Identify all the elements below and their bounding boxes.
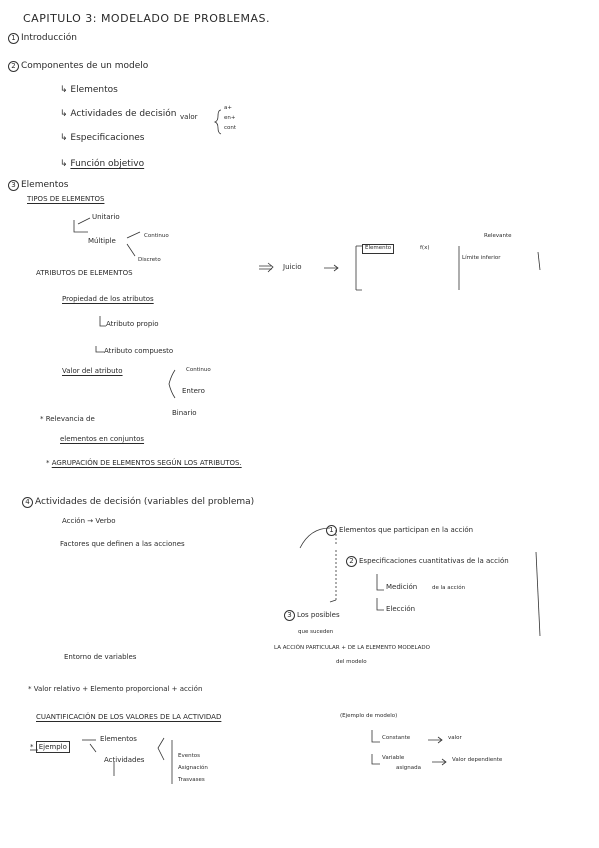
s4-bullet-label: Valor relativo + Elemento proporcional + acción (33, 685, 203, 693)
s3-multiple: Múltiple (88, 237, 116, 245)
s4-nota-2: del modelo (336, 659, 367, 665)
s2-valor-option-1: a+ (224, 105, 232, 111)
s4-right-2: Variable (382, 755, 405, 761)
s3-limite: Límite inferior (462, 255, 501, 261)
s3-valor-binario: Binario (172, 409, 197, 417)
s3-atributo-compuesto: Atributo compuesto (104, 347, 174, 355)
s2-item-3: ↳ Especificaciones (60, 133, 145, 143)
s2-item-4-label: Función objetivo (70, 159, 145, 169)
s3-continuo: Continuo (144, 233, 169, 239)
s3-valor-continuo: Continuo (186, 367, 211, 373)
s4-ej-sub-3: Trasvases (178, 777, 205, 783)
section-2 (8, 61, 148, 72)
s3-tipos: TIPOS DE ELEMENTOS (27, 195, 105, 203)
s4-r3-label: Los posibles (297, 611, 340, 619)
s4-r3 (284, 610, 340, 621)
s4-accion: Acción → Verbo (62, 517, 116, 525)
s2-item-2: ↳ Actividades de decisión (60, 109, 177, 119)
s2-valor-option-3: cont (224, 125, 237, 131)
s3-relevancia-2: elementos en conjuntos (60, 435, 145, 443)
s3-agrupacion-label: AGRUPACIÓN DE ELEMENTOS SEGÚN LOS ATRIBUTOS. (51, 459, 242, 467)
s4-ej-actividades: Actividades (104, 756, 145, 764)
s2-item-2-label: Actividades de decisión (70, 109, 177, 119)
section-4-label: Actividades de decisión (variables del problema) (35, 497, 255, 507)
s4-ej-elementos: Elementos (100, 735, 137, 743)
s4-ejemplo: * Ejemplo (30, 744, 70, 751)
s3-propiedad: Propiedad de los atributos (62, 295, 154, 303)
s3-atributo-propio: Atributo propio (106, 320, 159, 328)
s4-right-1: Constante (382, 735, 411, 741)
s4-medicion-small: de la acción (432, 585, 466, 591)
s4-right-2b: asignada (396, 765, 421, 771)
s4-right-1-val: valor (448, 735, 462, 741)
s3-discreto: Discreto (138, 257, 161, 263)
section-3-number: 3 (8, 180, 19, 191)
s3-relevante: Relevante (484, 233, 512, 239)
s4-bullet: * Valor relativo + Elemento proporcional + acción (28, 685, 203, 693)
s4-eleccion: Elección (386, 605, 416, 613)
s2-item-1-label: Elementos (70, 85, 118, 95)
section-4-number: 4 (22, 497, 33, 508)
s4-ej-sub-2: Asignación (178, 765, 208, 771)
s3-relevancia: * Relevancia de (40, 415, 95, 423)
s4-cuantificacion: CUANTIFICACIÓN DE LOS VALORES DE LA ACTIVIDAD (36, 713, 222, 721)
s4-r2-label: Especificaciones cuantitativas de la acción (359, 557, 509, 565)
s4-r1 (326, 525, 473, 536)
section-4 (22, 497, 254, 508)
s3-valor-entero: Entero (182, 387, 205, 395)
s4-cuantificacion-paren: (Ejemplo de modelo) (340, 713, 398, 719)
s2-item-1: ↳ Elementos (60, 85, 118, 95)
s4-medicion: Medición (386, 583, 418, 591)
section-2-label: Componentes de un modelo (21, 61, 149, 71)
section-1 (8, 33, 77, 44)
s4-entorno: Entorno de variables (64, 653, 137, 661)
s4-r1-label: Elementos que participan en la acción (339, 526, 474, 534)
s3-juicio: Juicio (283, 263, 302, 271)
s3-atributos: ATRIBUTOS DE ELEMENTOS (36, 269, 133, 277)
s4-nota: LA ACCIÓN PARTICULAR + DE LA ELEMENTO MODELADO (274, 645, 430, 651)
s3-unitario: Unitario (92, 213, 120, 221)
s4-r2 (346, 556, 509, 567)
s4-ej-sub-1: Eventos (178, 753, 200, 759)
s3-relevancia-label: Relevancia de (45, 415, 95, 423)
s3-valor-atributo: Valor del atributo (62, 367, 123, 375)
s4-ejemplo-box: Ejemplo (36, 741, 70, 753)
s4-r3b: que suceden (298, 629, 334, 635)
s2-valor-option-2: en+ (224, 115, 236, 121)
section-3 (8, 180, 68, 191)
s4-r3-number: 3 (284, 610, 295, 621)
section-3-label: Elementos (21, 180, 69, 190)
s2-item-3-label: Especificaciones (70, 133, 145, 143)
s3-agrupacion: * AGRUPACIÓN DE ELEMENTOS SEGÚN LOS ATRIBUTOS. (46, 459, 242, 467)
s2-valor: valor (180, 113, 198, 121)
s2-item-4: ↳ Función objetivo (60, 159, 145, 169)
s4-right-2-val: Valor dependiente (452, 757, 503, 763)
page-title: CAPITULO 3: MODELADO DE PROBLEMAS. (23, 12, 271, 25)
section-1-label: Introducción (21, 33, 77, 43)
s4-r2-number: 2 (346, 556, 357, 567)
s3-fx: f(x) (420, 245, 430, 251)
s3-elemento-box: Elemento (362, 244, 394, 254)
section-2-number: 2 (8, 61, 19, 72)
section-1-number: 1 (8, 33, 19, 44)
s4-r1-number: 1 (326, 525, 337, 536)
s4-factores: Factores que definen a las acciones (60, 540, 185, 548)
